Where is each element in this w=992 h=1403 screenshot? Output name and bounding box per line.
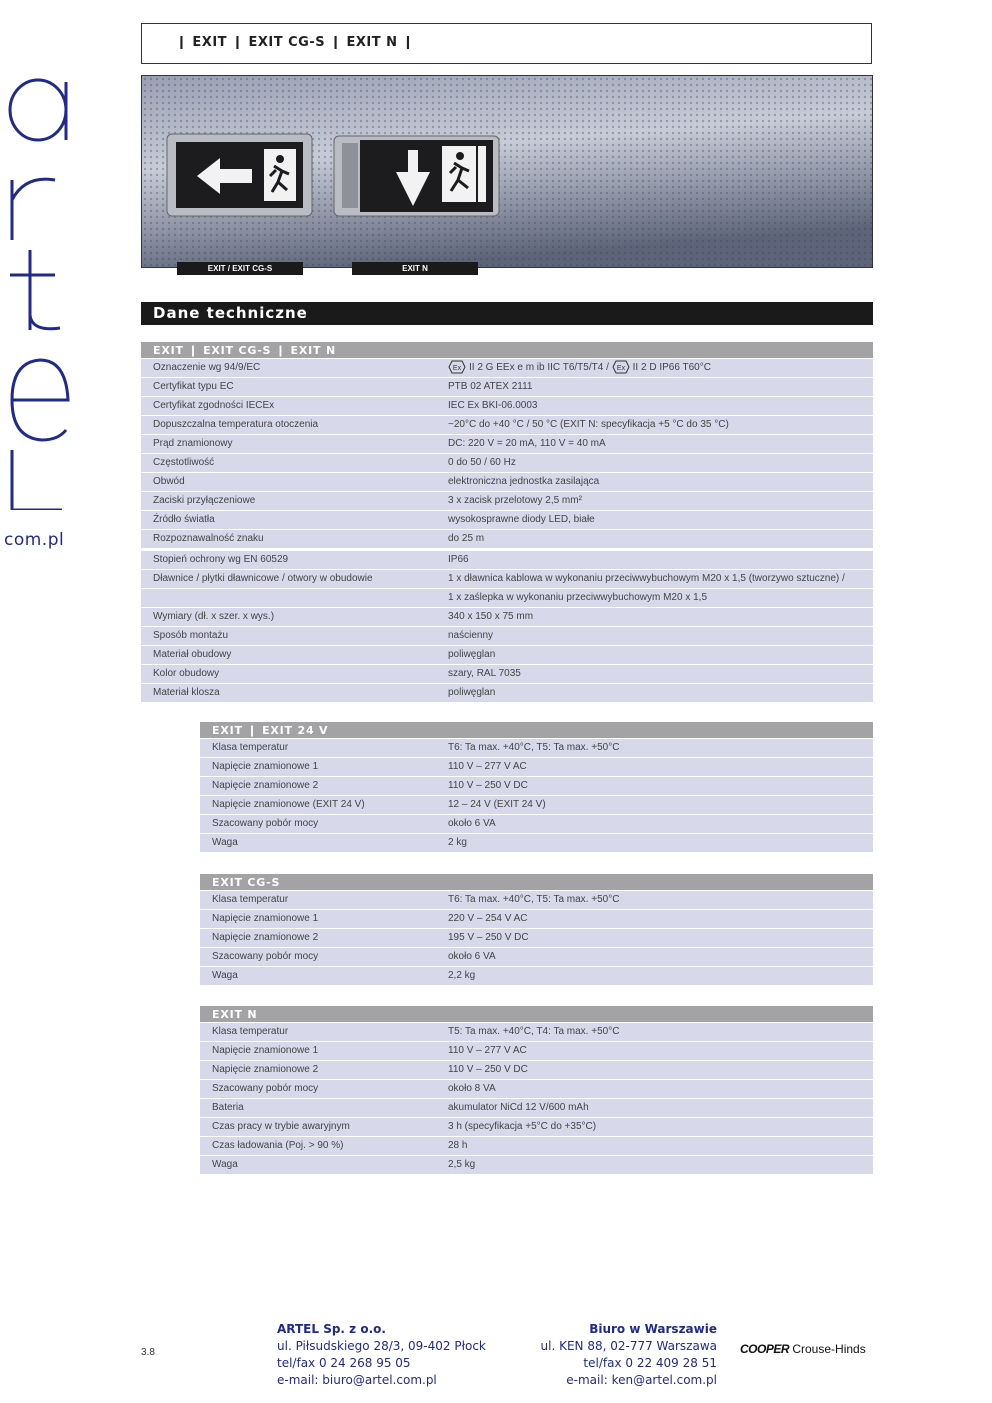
spec-label: Prąd znamionowy — [153, 438, 233, 449]
spec-value: IEC Ex BKI-06.0003 — [448, 400, 538, 411]
spec-value: 0 do 50 / 60 Hz — [448, 457, 516, 468]
spec-label: Waga — [212, 837, 238, 848]
spec-table-common — [141, 342, 873, 703]
spec-value: 1 x zaślepka w wykonaniu przeciwwybuchowym M20 x 1,5 — [448, 592, 707, 603]
spec-table-header: EXIT CG-S — [200, 874, 873, 890]
spec-value: około 6 VA — [448, 951, 496, 962]
table-row — [200, 815, 873, 833]
table-row — [200, 1156, 873, 1174]
spec-label: Dopuszczalna temperatura otoczenia — [153, 419, 319, 430]
spec-label: Sposób montażu — [153, 630, 229, 641]
spec-label: Napięcie znamionowe 1 — [212, 913, 319, 924]
table-row — [141, 627, 873, 645]
spec-label: Napięcie znamionowe 2 — [212, 1064, 319, 1075]
address-phone: tel/fax 0 22 409 28 51 — [583, 1356, 717, 1370]
table-row — [200, 834, 873, 852]
page-number: 3.8 — [141, 1347, 155, 1358]
spec-label: Kolor obudowy — [153, 668, 220, 679]
spec-value: PTB 02 ATEX 2111 — [448, 381, 533, 392]
spec-value: szary, RAL 7035 — [448, 668, 521, 679]
spec-label: Obwód — [153, 476, 185, 487]
spec-value: poliwęglan — [448, 649, 496, 660]
product-header — [141, 23, 872, 64]
table-row — [200, 948, 873, 966]
svg-text:Ex: Ex — [452, 365, 462, 373]
spec-table-exit — [200, 722, 873, 853]
side-logo-domain: com.pl — [4, 530, 65, 550]
spec-value — [448, 359, 711, 377]
spec-label: Napięcie znamionowe 2 — [212, 780, 319, 791]
spec-label: Klasa temperatur — [212, 894, 289, 905]
spec-label: Napięcie znamionowe 1 — [212, 1045, 319, 1056]
section-title: Dane techniczne — [141, 302, 873, 325]
spec-label: Napięcie znamionowe 2 — [212, 932, 319, 943]
ex-hexagon-icon — [448, 360, 466, 374]
spec-value: 110 V – 277 V AC — [448, 1045, 527, 1056]
spec-label: Waga — [212, 1159, 238, 1170]
table-row — [141, 684, 873, 702]
spec-value: 110 V – 250 V DC — [448, 780, 528, 791]
table-row — [141, 492, 873, 510]
spec-label: Szacowany pobór mocy — [212, 1083, 319, 1094]
address-phone: tel/fax 0 24 268 95 05 — [277, 1356, 411, 1370]
spec-value: T6: Ta max. +40°C, T5: Ta max. +50°C — [448, 742, 620, 753]
table-row — [200, 967, 873, 985]
company-name: ARTEL Sp. z o.o. — [277, 1322, 386, 1336]
table-row — [141, 665, 873, 683]
spec-value: 195 V – 250 V DC — [448, 932, 529, 943]
table-row — [200, 1099, 873, 1117]
spec-value-gas: II 2 G EEx e m ib IIC T6/T5/T4 / — [469, 362, 609, 373]
spec-label: Zaciski przyłączeniowe — [153, 495, 256, 506]
spec-label: Szacowany pobór mocy — [212, 818, 319, 829]
table-row — [141, 570, 873, 588]
spec-table-header: EXIT ❙ EXIT CG-S ❙ EXIT N — [141, 342, 873, 358]
table-row — [141, 378, 873, 396]
spec-label: Rozpoznawalność znaku — [153, 533, 264, 544]
svg-text:Ex: Ex — [616, 365, 625, 373]
artel-logo-letters — [0, 70, 80, 510]
spec-value: −20°C do +40 °C / 50 °C (EXIT N: specyfikacja +5 °C do 35 °C) — [448, 419, 729, 430]
table-row — [200, 777, 873, 795]
table-row — [200, 1061, 873, 1079]
table-row — [141, 530, 873, 548]
table-row — [141, 608, 873, 626]
spec-label: Materiał klosza — [153, 687, 220, 698]
artel-side-logo — [0, 70, 80, 560]
spec-table-exit-cgs — [200, 874, 873, 986]
spec-value: 220 V – 254 V AC — [448, 913, 528, 924]
spec-label: Napięcie znamionowe (EXIT 24 V) — [212, 799, 365, 810]
brand-bold: COOPER — [740, 1342, 790, 1356]
spec-value: DC: 220 V = 20 mA, 110 V = 40 mA — [448, 438, 606, 449]
ex-hexagon-icon — [612, 360, 630, 374]
spec-value: T5: Ta max. +40°C, T4: Ta max. +50°C — [448, 1026, 620, 1037]
exit-luminaire-right — [334, 136, 499, 216]
table-row — [141, 511, 873, 529]
spec-table-exit-n — [200, 1006, 873, 1175]
cooper-crouse-hinds-logo — [740, 1342, 866, 1356]
spec-label: Certyfikat zgodności IECEx — [153, 400, 275, 411]
spec-value: T6: Ta max. +40°C, T5: Ta max. +50°C — [448, 894, 620, 905]
spec-value: poliwęglan — [448, 687, 496, 698]
table-row — [141, 473, 873, 491]
spec-label: Napięcie znamionowe 1 — [212, 761, 319, 772]
spec-value: 110 V – 277 V AC — [448, 761, 527, 772]
address-email: e-mail: ken@artel.com.pl — [566, 1373, 717, 1387]
spec-label: Klasa temperatur — [212, 1026, 289, 1037]
photo-caption-exit-n: EXIT N — [352, 262, 478, 275]
address-warsaw-office — [541, 1321, 717, 1389]
spec-label: Źródło światła — [153, 514, 215, 525]
spec-value: około 8 VA — [448, 1083, 496, 1094]
address-street: ul. KEN 88, 02-777 Warszawa — [540, 1339, 717, 1353]
table-row — [141, 435, 873, 453]
table-row — [141, 397, 873, 415]
spec-value-dust: II 2 D IP66 T60°C — [632, 362, 711, 373]
spec-value: 2,5 kg — [448, 1159, 476, 1170]
address-street: ul. Piłsudskiego 28/3, 09-402 Płock — [277, 1339, 486, 1353]
spec-label: Materiał obudowy — [153, 649, 232, 660]
photo-caption-exit-cgs: EXIT / EXIT CG-S — [177, 262, 303, 275]
spec-label: Czas pracy w trybie awaryjnym — [212, 1121, 350, 1132]
table-row — [200, 1118, 873, 1136]
spec-label: Czas ładowania (Poj. > 90 %) — [212, 1140, 344, 1151]
table-row — [200, 929, 873, 947]
spec-value: 12 – 24 V (EXIT 24 V) — [448, 799, 546, 810]
spec-value: 3 x zacisk przelotowy 2,5 mm² — [448, 495, 582, 506]
spec-value: do 25 m — [448, 533, 485, 544]
spec-label: Szacowany pobór mocy — [212, 951, 319, 962]
table-row — [141, 359, 873, 377]
table-row — [141, 551, 873, 569]
spec-label: Waga — [212, 970, 238, 981]
table-row — [141, 589, 873, 607]
product-photo — [141, 75, 873, 268]
spec-value: akumulator NiCd 12 V/600 mAh — [448, 1102, 589, 1113]
spec-value: IP66 — [448, 554, 469, 565]
spec-table-header: EXIT N — [200, 1006, 873, 1022]
product-photo-illustration — [142, 76, 873, 268]
table-row — [200, 1023, 873, 1041]
spec-value: około 6 VA — [448, 818, 496, 829]
spec-value: 1 x dławnica kablowa w wykonaniu przeciwwybuchowym M20 x 1,5 (tworzywo sztuczne) / — [448, 573, 845, 584]
table-row — [200, 1137, 873, 1155]
table-row — [200, 891, 873, 909]
address-email: e-mail: biuro@artel.com.pl — [277, 1373, 437, 1387]
brand-rest: Crouse-Hinds — [789, 1342, 866, 1356]
table-row — [200, 910, 873, 928]
table-row — [200, 1080, 873, 1098]
table-row — [141, 646, 873, 664]
spec-value: 2 kg — [448, 837, 467, 848]
table-row — [200, 739, 873, 757]
spec-label: Oznaczenie wg 94/9/EC — [153, 362, 261, 373]
exit-luminaire-left — [167, 134, 312, 216]
spec-value: 28 h — [448, 1140, 468, 1151]
address-head-office — [277, 1321, 486, 1389]
spec-value: 340 x 150 x 75 mm — [448, 611, 534, 622]
product-header-title: ❙ EXIT ❙ EXIT CG-S ❙ EXIT N ❙ — [176, 35, 414, 50]
spec-label: Wymiary (dł. x szer. x wys.) — [153, 611, 275, 622]
spec-value: elektroniczna jednostka zasilająca — [448, 476, 600, 487]
spec-value: wysokosprawne diody LED, białe — [448, 514, 595, 525]
table-row — [200, 758, 873, 776]
spec-label: Certyfikat typu EC — [153, 381, 234, 392]
spec-label: Dławnice / płytki dławnicowe / otwory w obudowie — [153, 573, 373, 584]
table-row — [200, 1042, 873, 1060]
spec-value: 110 V – 250 V DC — [448, 1064, 528, 1075]
table-row — [141, 416, 873, 434]
spec-value: naścienny — [448, 630, 494, 641]
spec-label: Bateria — [212, 1102, 244, 1113]
spec-table-header: EXIT ❙ EXIT 24 V — [200, 722, 873, 738]
table-row — [141, 454, 873, 472]
table-row — [200, 796, 873, 814]
spec-label: Częstotliwość — [153, 457, 215, 468]
spec-label: Klasa temperatur — [212, 742, 289, 753]
spec-value: 3 h (specyfikacja +5°C do +35°C) — [448, 1121, 597, 1132]
spec-value: 2,2 kg — [448, 970, 476, 981]
office-name: Biuro w Warszawie — [589, 1322, 717, 1336]
spec-label: Stopień ochrony wg EN 60529 — [153, 554, 289, 565]
